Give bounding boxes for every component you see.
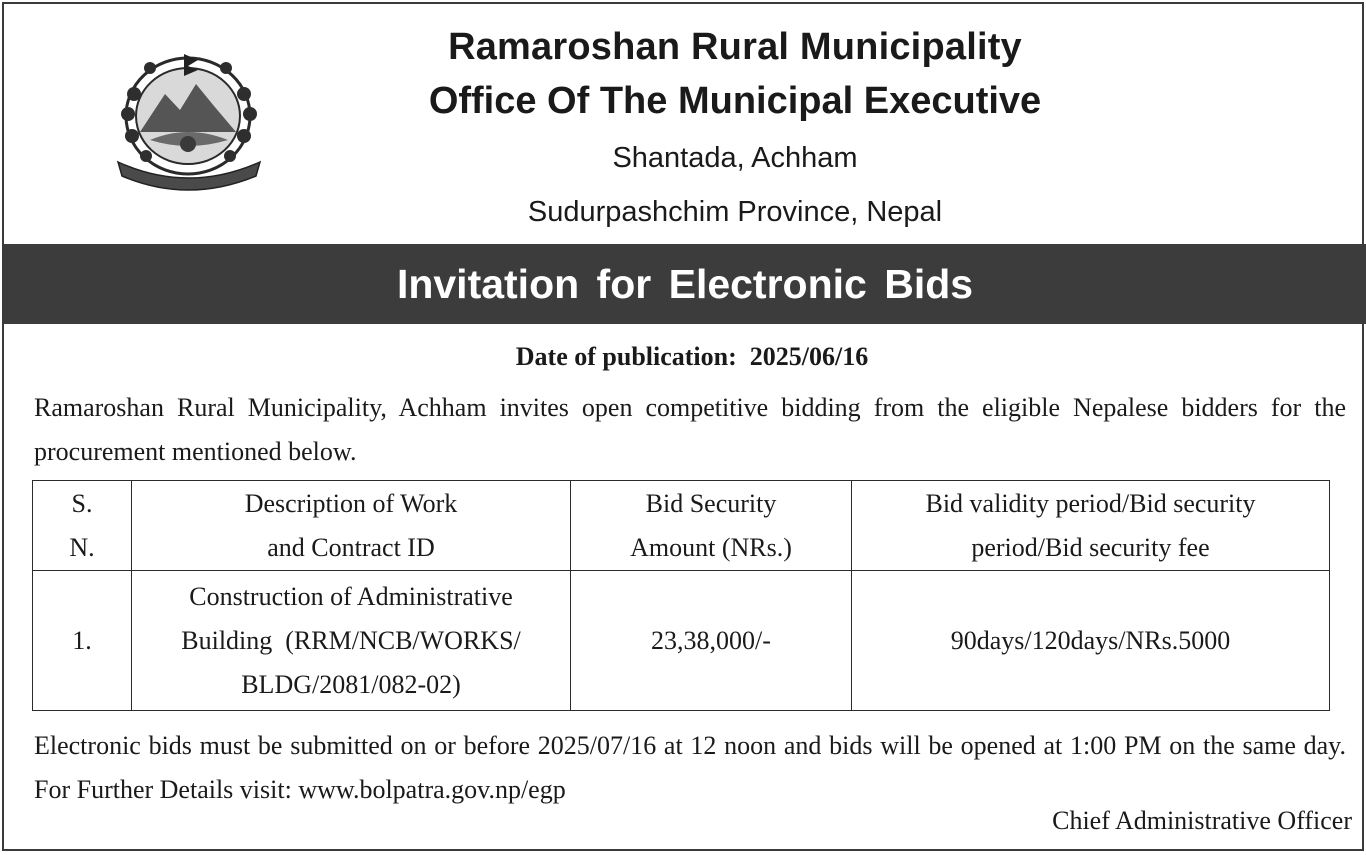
publication-label: Date of publication: (515, 342, 737, 371)
table-row (33, 571, 1330, 711)
table-header-row (33, 481, 1330, 571)
cell-description: Construction of Administrative Building (RRM/NCB/WORKS/ BLDG/2081/082-02) (132, 571, 571, 711)
banner-title: Invitation for Electronic Bids (396, 260, 974, 307)
address-line-2: Sudurpashchim Province, Nepal (527, 196, 943, 228)
header-sn: S. N. (33, 481, 132, 571)
municipality-title: Ramaroshan Rural Municipality (448, 26, 1022, 68)
address-line-1: Shantada, Achham (612, 142, 858, 174)
notice-page (2, 2, 1364, 851)
intro-paragraph: Ramaroshan Rural Municipality, Achham invites open competitive bidding from the eligible Nepalese bidders for the procurement mentioned below. (34, 393, 1346, 466)
signatory-title: Chief Administrative Officer (1052, 806, 1352, 835)
header-description: Description of Work and Contract ID (132, 481, 571, 571)
publication-date (4, 342, 1366, 372)
office-title: Office Of The Municipal Executive (428, 80, 1042, 122)
cell-amount: 23,38,000/- (571, 571, 852, 711)
cell-validity: 90days/120days/NRs.5000 (852, 571, 1330, 711)
cell-sn: 1. (33, 571, 132, 711)
closing-paragraph: Electronic bids must be submitted on or before 2025/07/16 at 12 noon and bids will be opened at 1:00 PM on the same day. For Further Details visit: www.bolpatra.gov.np/egp (34, 731, 1346, 804)
header-bid-security: Bid Security Amount (NRs.) (571, 481, 852, 571)
bid-table (32, 480, 1330, 711)
notice-banner (4, 244, 1366, 324)
publication-date-value: 2025/06/16 (749, 342, 869, 371)
header-validity: Bid validity period/Bid security period/Bid security fee (852, 481, 1330, 571)
